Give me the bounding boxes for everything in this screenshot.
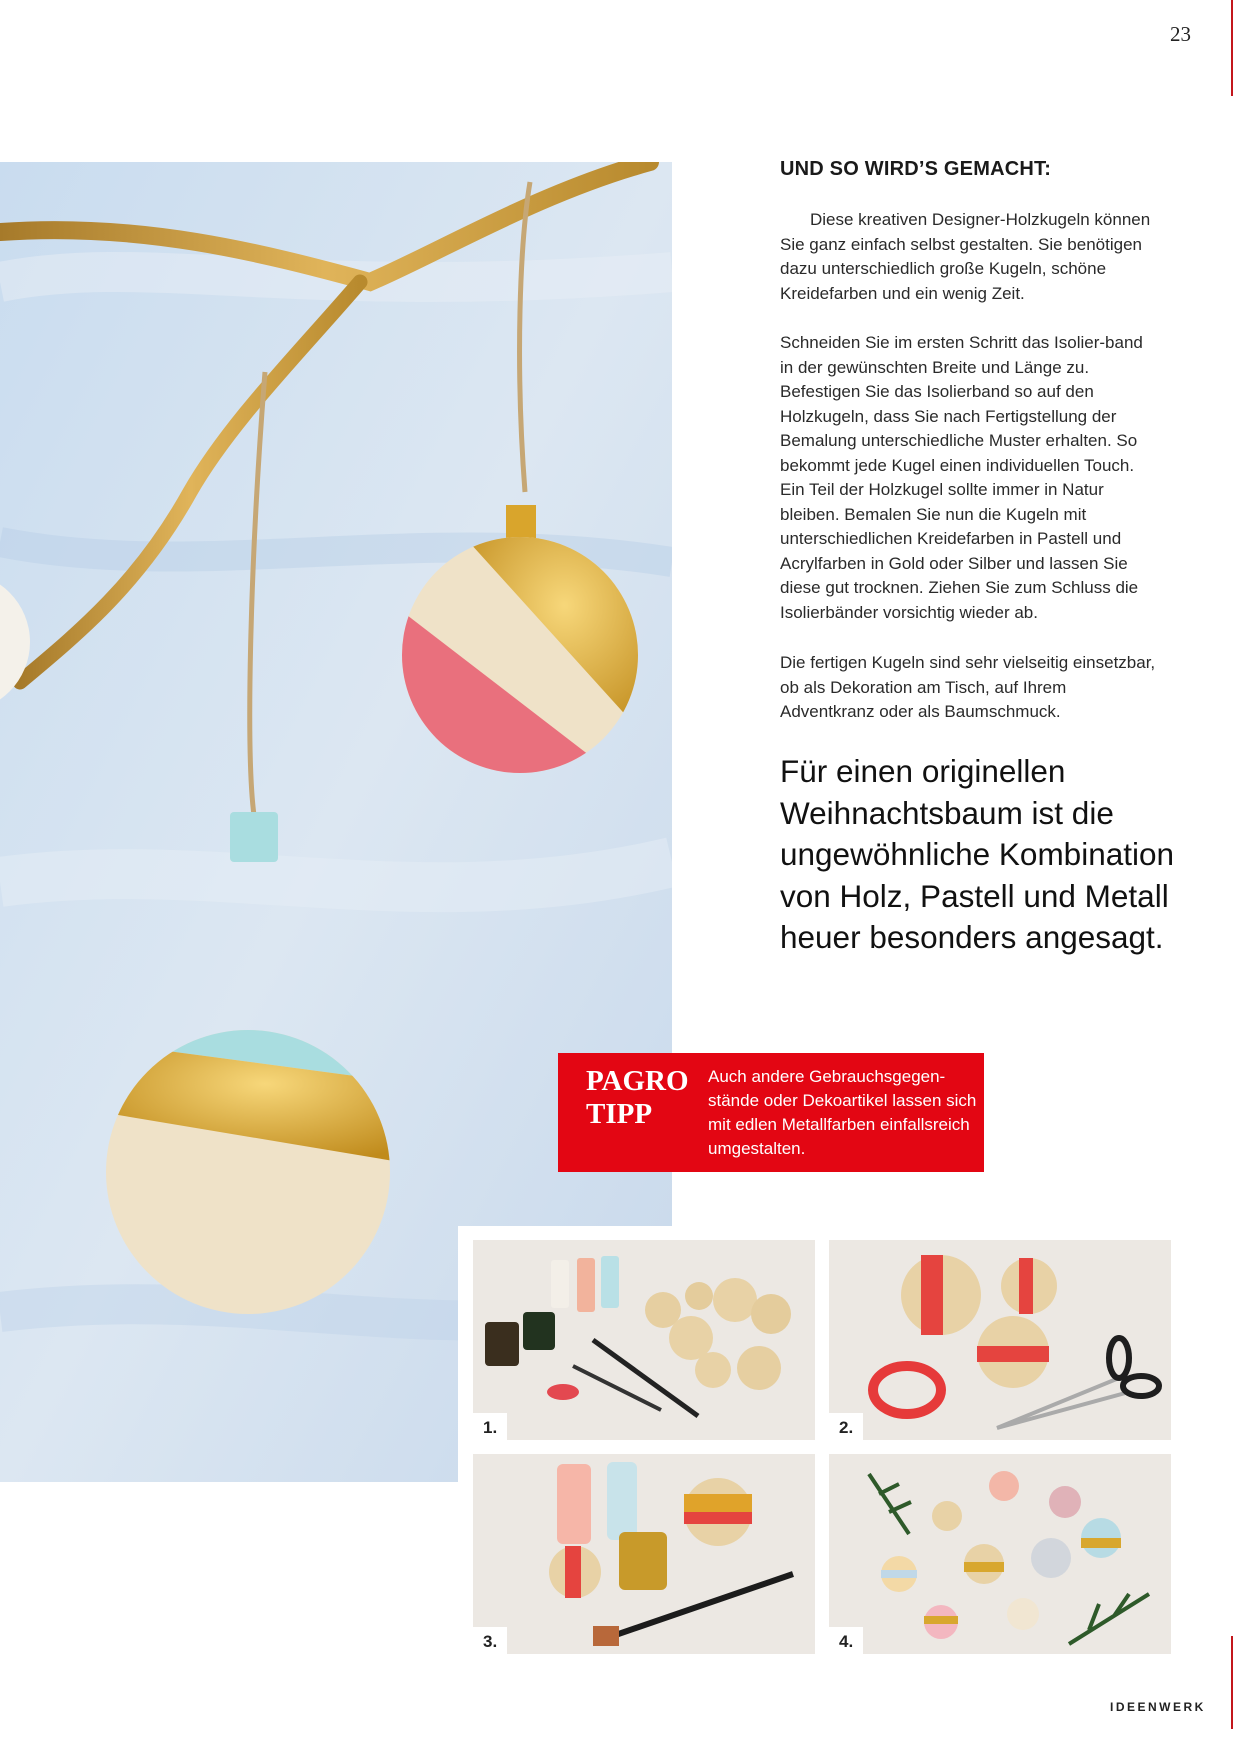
- step-2-illustration: [829, 1240, 1171, 1440]
- pull-quote: Für einen originellen Weihnachtsbaum ist die ungewöhnliche Kombination von Holz, Pastell und Metall heuer besonders angesagt.: [780, 753, 1175, 955]
- step-photo-3: [473, 1454, 815, 1654]
- footer-brand: IDEENWERK: [1110, 1700, 1206, 1714]
- step-photo-4: [829, 1454, 1171, 1654]
- step-number-2: 2.: [829, 1413, 863, 1440]
- step-number-1: 1.: [473, 1413, 507, 1440]
- paragraph-intro-text: Diese kreativen Designer-Holzkugeln können Sie ganz einfach selbst gestalten. Sie benötigen dazu unterschiedlich große Kugeln, schöne Kreidefarben und ein wenig Zeit.: [780, 210, 1151, 303]
- bottom-red-rule: [1231, 1636, 1233, 1729]
- tip-label-line2: TIPP: [586, 1098, 653, 1130]
- paragraph-intro: [780, 208, 1160, 306]
- tip-label: [586, 1065, 689, 1131]
- page-number: 23: [1170, 22, 1191, 46]
- step-3-illustration: [473, 1454, 815, 1654]
- step-photo-2: [829, 1240, 1171, 1440]
- step-4-illustration: [829, 1454, 1171, 1654]
- step-number-3: 3.: [473, 1627, 507, 1654]
- paragraph-instructions: [780, 331, 1160, 625]
- step-1-illustration: [473, 1240, 815, 1440]
- paragraph-usage: [780, 651, 1160, 725]
- paragraph-instructions-text: Schneiden Sie im ersten Schritt das Isolier-band in der gewünschten Breite und Länge zu. Befestigen Sie das Isolierband so auf den Holzkugeln, dass Sie nach Fertigstellung der Bemalung unterschiedliche Muster erhalten. So bekommt jede Kugel einen individuellen Touch. Ein Teil der Holzkugel sollte immer in Natur bleiben. Bemalen Sie nun die Kugeln mit unterschiedlichen Kreidefarben in Pastell und Acrylfarben in Gold oder Silber und lassen Sie diese gut trocknen. Ziehen Sie zum Schluss die Isolierbänder vorsichtig wieder ab.: [780, 333, 1143, 622]
- paragraph-usage-text: Die fertigen Kugeln sind sehr vielseitig einsetzbar, ob als Dekoration am Tisch, auf Ihrem Adventkranz oder als Baumschmuck.: [780, 653, 1156, 721]
- tip-label-line1: PAGRO: [586, 1065, 689, 1097]
- pagro-tip-box: [558, 1053, 984, 1172]
- step-number-4: 4.: [829, 1627, 863, 1654]
- top-red-rule: [1231, 0, 1233, 96]
- tip-text: Auch andere Gebrauchsgegen-stände oder Dekoartikel lassen sich mit edlen Metallfarben einfallsreich umgestalten.: [708, 1067, 977, 1158]
- article-heading: UND SO WIRD’S GEMACHT:: [780, 158, 1052, 180]
- step-photo-1: [473, 1240, 815, 1440]
